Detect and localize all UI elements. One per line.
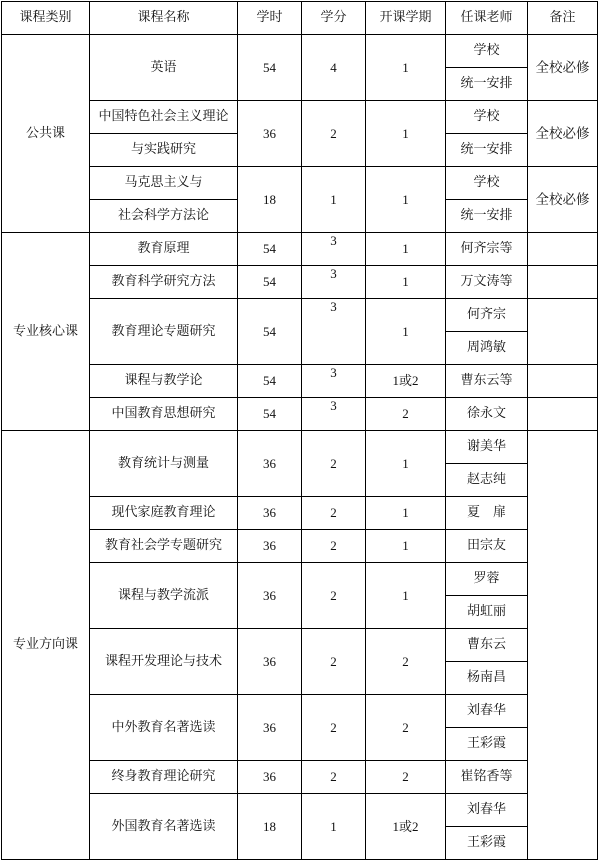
course-teacher: 罗蓉 [446,563,528,596]
table-row [2,35,598,68]
course-note-empty [528,398,598,431]
course-hours: 54 [238,398,302,431]
course-hours: 36 [238,629,302,695]
course-credits: 2 [302,530,366,563]
course-teacher: 夏 扉 [446,497,528,530]
course-credits: 3 [330,266,337,281]
table-row [2,530,598,563]
course-credits: 2 [302,431,366,497]
course-teacher: 学校 [446,101,528,134]
course-hours: 18 [238,167,302,233]
course-note: 全校必修 [528,101,598,167]
course-credits: 3 [330,398,337,413]
course-name-line: 中国特色社会主义理论 [90,101,238,134]
course-teacher: 统一安排 [446,68,528,101]
table-row [2,695,598,728]
course-hours: 36 [238,497,302,530]
course-name: 课程与教学流派 [90,563,238,629]
course-credits: 2 [302,497,366,530]
header-credits: 学分 [302,2,366,35]
header-category: 课程类别 [2,2,90,35]
course-credits: 2 [302,563,366,629]
course-teacher: 王彩霞 [446,728,528,761]
course-semester: 1 [366,497,446,530]
course-name: 教育统计与测量 [90,431,238,497]
header-teacher: 任课老师 [446,2,528,35]
course-teacher: 曹东云 [446,629,528,662]
course-teacher: 统一安排 [446,200,528,233]
course-hours: 36 [238,431,302,497]
course-teacher: 杨南昌 [446,662,528,695]
course-note-empty [528,365,598,398]
course-name: 中国教育思想研究 [90,398,238,431]
course-semester: 1 [366,563,446,629]
course-semester: 2 [366,629,446,695]
category-core: 专业核心课 [2,233,90,431]
course-hours: 36 [238,563,302,629]
course-semester: 1 [366,266,446,299]
header-course-name: 课程名称 [90,2,238,35]
course-credits: 3 [330,233,337,248]
course-teacher: 万文涛等 [446,266,528,299]
course-name: 英语 [90,35,238,101]
course-credits: 4 [302,35,366,101]
course-hours: 54 [238,35,302,101]
category-direction: 专业方向课 [2,431,90,860]
course-teacher: 周鸿敏 [446,332,528,365]
course-semester: 1 [366,35,446,101]
course-teacher: 曹东云等 [446,365,528,398]
course-semester: 2 [366,761,446,794]
course-teacher: 王彩霞 [446,827,528,860]
course-semester: 1 [366,299,446,365]
course-hours: 36 [238,695,302,761]
course-credits: 2 [302,101,366,167]
course-hours: 18 [238,794,302,860]
table-row [2,563,598,596]
course-table [1,1,598,860]
course-semester: 1 [366,233,446,266]
course-semester: 1 [366,167,446,233]
course-name: 中外教育名著选读 [90,695,238,761]
table-row [2,761,598,794]
course-note-empty [528,299,598,365]
course-semester: 1 [366,101,446,167]
course-name: 教育原理 [90,233,238,266]
course-hours: 36 [238,530,302,563]
table-row [2,431,598,464]
course-teacher: 胡虹丽 [446,596,528,629]
table-row [2,794,598,827]
course-credits: 2 [302,629,366,695]
course-teacher: 徐永文 [446,398,528,431]
header-row [2,2,598,35]
table-row [2,101,598,134]
course-semester: 1 [366,431,446,497]
course-teacher: 何齐宗 [446,299,528,332]
course-name-line: 马克思主义与 [90,167,238,200]
table-row [2,266,598,299]
header-semester: 开课学期 [366,2,446,35]
course-teacher: 田宗友 [446,530,528,563]
course-teacher: 刘春华 [446,794,528,827]
course-name: 教育科学研究方法 [90,266,238,299]
course-credits: 1 [302,794,366,860]
course-teacher: 赵志纯 [446,464,528,497]
table-row [2,398,598,431]
course-name-line: 与实践研究 [90,134,238,167]
course-name: 课程与教学论 [90,365,238,398]
course-teacher: 学校 [446,167,528,200]
header-hours: 学时 [238,2,302,35]
course-note-empty [528,233,598,266]
course-credits: 2 [302,761,366,794]
course-note-empty [528,266,598,299]
course-name-line: 社会科学方法论 [90,200,238,233]
course-hours: 54 [238,233,302,266]
category-public: 公共课 [2,35,90,233]
course-teacher: 统一安排 [446,134,528,167]
table-row [2,167,598,200]
course-note: 全校必修 [528,167,598,233]
course-semester: 2 [366,398,446,431]
course-credits: 3 [330,365,337,380]
course-hours: 54 [238,299,302,365]
course-semester: 1或2 [366,365,446,398]
course-hours: 54 [238,365,302,398]
course-semester: 1或2 [366,794,446,860]
course-credits: 1 [302,167,366,233]
table-row [2,233,598,266]
course-teacher: 谢美华 [446,431,528,464]
course-name: 教育理论专题研究 [90,299,238,365]
course-teacher: 何齐宗等 [446,233,528,266]
table-row [2,497,598,530]
course-name: 课程开发理论与技术 [90,629,238,695]
course-name: 教育社会学专题研究 [90,530,238,563]
course-credits: 3 [330,299,337,314]
course-hours: 36 [238,761,302,794]
course-semester: 1 [366,530,446,563]
table-row [2,365,598,398]
course-hours: 54 [238,266,302,299]
header-note: 备注 [528,2,598,35]
course-name: 外国教育名著选读 [90,794,238,860]
course-teacher: 刘春华 [446,695,528,728]
course-note-empty [528,431,598,860]
course-name: 终身教育理论研究 [90,761,238,794]
table-row [2,629,598,662]
table-row [2,299,598,332]
course-note: 全校必修 [528,35,598,101]
course-teacher: 崔铭香等 [446,761,528,794]
course-hours: 36 [238,101,302,167]
course-teacher: 学校 [446,35,528,68]
course-credits: 2 [302,695,366,761]
course-semester: 2 [366,695,446,761]
course-name: 现代家庭教育理论 [90,497,238,530]
